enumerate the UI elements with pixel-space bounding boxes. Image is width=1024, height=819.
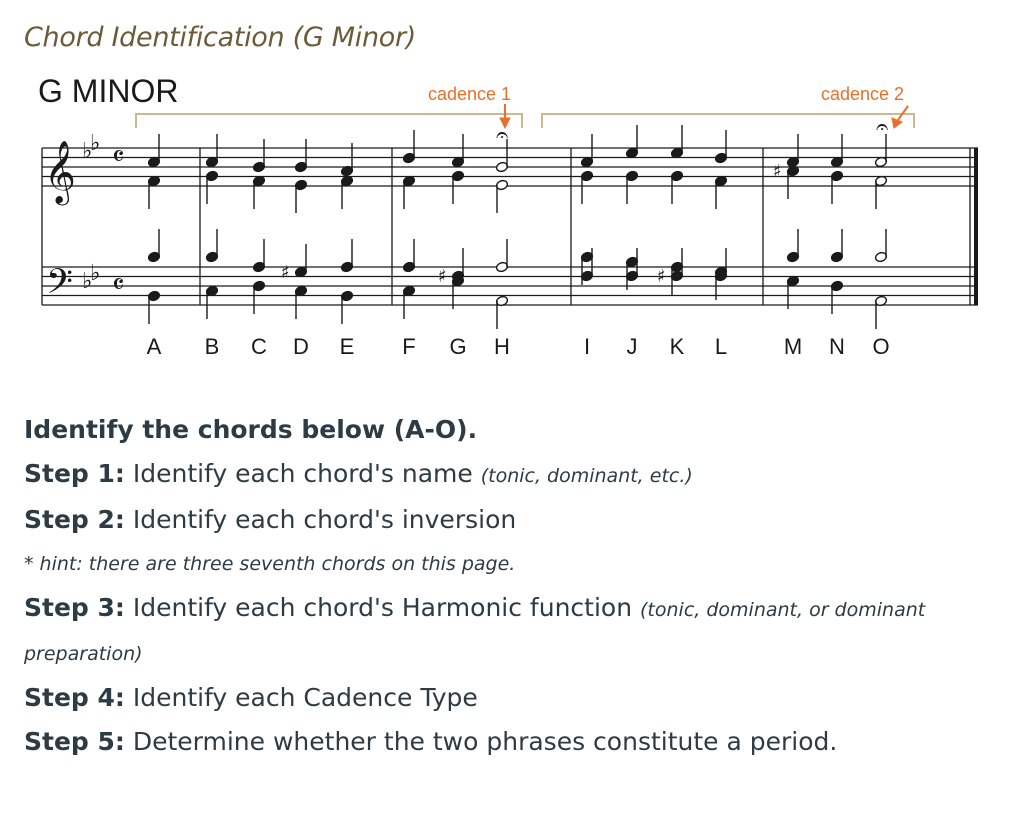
common-time-icon: 𝄴: [112, 140, 125, 173]
step-5-text: Determine whether the two phrases constitute a period.: [124, 727, 838, 756]
bass-clef-icon: 𝄢: [46, 261, 74, 310]
chord-label: O: [872, 334, 890, 359]
chord-label: B: [204, 334, 220, 359]
phrase-bracket-1: [136, 114, 522, 128]
step-3-label: Step 3:: [24, 593, 125, 622]
chord-label: E: [339, 334, 355, 359]
step-1-note: (tonic, dominant, etc.): [480, 465, 693, 487]
key-signature-flat-icon: ♭: [82, 269, 93, 294]
step-1: [24, 452, 1004, 498]
sharp-icon: ♯: [657, 266, 666, 287]
chord-label: K: [669, 334, 685, 359]
cadence-2-label: cadence 2: [821, 84, 905, 104]
sharp-icon: ♯: [773, 161, 782, 182]
step-2-label: Step 2:: [24, 505, 125, 534]
key-label: G MINOR: [38, 73, 179, 109]
chord-label: G: [449, 334, 467, 359]
step-4-label: Step 4:: [24, 683, 125, 712]
treble-clef-icon: 𝄞: [44, 140, 76, 203]
step-3: [24, 586, 1004, 632]
chord-label: D: [293, 334, 309, 359]
instructions-heading: Identify the chords below (A-O).: [24, 415, 478, 444]
step-3-text: Identify each chord's Harmonic function: [124, 593, 641, 622]
step-4-text: Identify each Cadence Type: [124, 683, 478, 712]
key-signature-flat-icon: ♭: [82, 139, 93, 164]
chord-label: C: [251, 334, 267, 359]
phrase-bracket-2: [542, 114, 914, 128]
step-1-text: Identify each chord's name: [124, 459, 481, 488]
chord-label: I: [583, 334, 591, 359]
chord-label: J: [626, 334, 638, 359]
chord-label: M: [783, 334, 803, 359]
step-4: [24, 676, 1004, 720]
page-title: Chord Identification (G Minor): [24, 22, 417, 53]
common-time-icon: 𝄴: [112, 268, 125, 301]
chord-label: N: [829, 334, 845, 359]
step-2: [24, 498, 1004, 542]
chord-label: H: [494, 334, 510, 359]
sharp-icon: ♯: [281, 262, 290, 283]
chord-label: A: [146, 334, 162, 359]
chord-label: L: [714, 334, 728, 359]
chord-labels: [147, 334, 890, 359]
step-5: [24, 720, 1004, 764]
fermata-icon: 𝄐: [876, 115, 889, 140]
step-3-note-continued: preparation): [24, 643, 143, 665]
hint-text: * hint: there are three seventh chords on this page.: [24, 553, 516, 575]
key-signature-flat-icon: ♭: [90, 131, 101, 156]
step-1-label: Step 1:: [24, 459, 125, 488]
cadence-2-arrow: [892, 106, 908, 128]
fermata-icon: 𝄐: [496, 123, 509, 148]
step-2-text: Identify each chord's inversion: [124, 505, 517, 534]
key-signature-flat-icon: ♭: [90, 261, 101, 286]
chord-label: F: [402, 334, 416, 359]
cadence-1-label: cadence 1: [428, 84, 512, 104]
music-score: [30, 70, 990, 365]
sharp-icon: ♯: [438, 266, 447, 287]
step-5-label: Step 5:: [24, 727, 125, 756]
notes: [147, 125, 887, 329]
instructions: [24, 408, 1004, 764]
step-3-note: (tonic, dominant, or dominant: [640, 599, 926, 621]
